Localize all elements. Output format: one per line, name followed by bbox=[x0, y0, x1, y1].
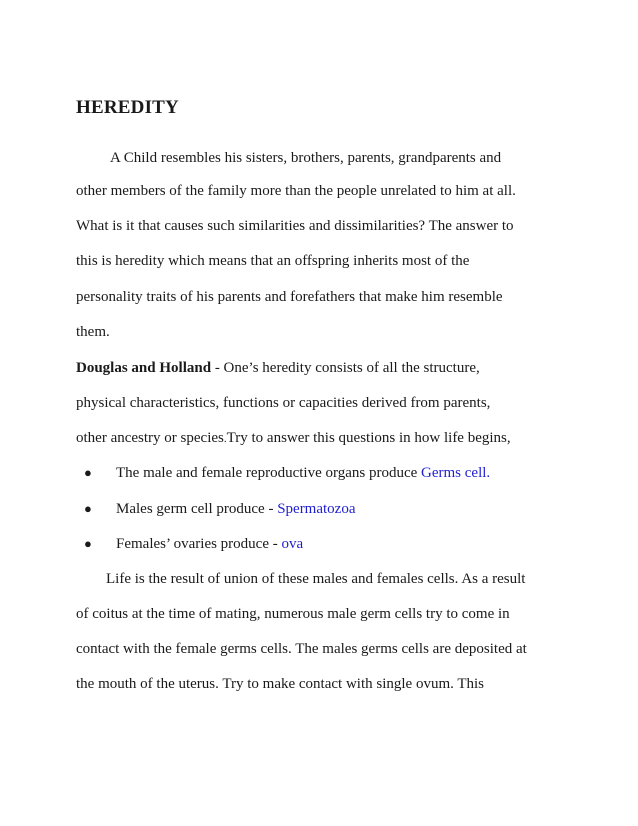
list-item-highlight: ova bbox=[281, 536, 304, 552]
bullet-icon: ● bbox=[84, 536, 92, 551]
paragraph-2-line-2: physical characteristics, functions or capacities derived from parents, bbox=[76, 395, 491, 411]
paragraph-1-line-5: personality traits of his parents and forefathers that make him resemble bbox=[76, 289, 503, 305]
paragraph-3-line-4: the mouth of the uterus. Try to make contact with single ovum. This bbox=[76, 676, 485, 692]
bullet-icon: ● bbox=[84, 501, 92, 516]
paragraph-1-line-2: other members of the family more than the people unrelated to him at all. bbox=[76, 183, 516, 199]
paragraph-2-line-1 bbox=[76, 358, 480, 378]
list-item-highlight: Germs cell. bbox=[421, 465, 491, 481]
list-item-text: The male and female reproductive organs produce bbox=[116, 465, 422, 481]
bullet-icon: ● bbox=[84, 465, 92, 480]
paragraph-2-period: . bbox=[223, 433, 227, 445]
paragraph-3-line-3: contact with the female germs cells. The males germs cells are deposited at bbox=[76, 641, 527, 657]
paragraph-2-text-a: other ancestry or species bbox=[76, 430, 224, 446]
paragraph-1-line-4: this is heredity which means that an offspring inherits most of the bbox=[76, 253, 470, 269]
paragraph-2-line-3 bbox=[76, 428, 511, 449]
document-title: HEREDITY bbox=[76, 97, 179, 118]
definition-text: - One’s heredity consists of all the structure, bbox=[211, 360, 480, 376]
author-name: Douglas and Holland bbox=[76, 360, 212, 376]
paragraph-1-line-3: What is it that causes such similarities and dissimilarities? The answer to bbox=[76, 218, 514, 234]
paragraph-3-line-1: Life is the result of union of these males and females cells. As a result bbox=[106, 571, 526, 587]
paragraph-2-text-b: Try to answer this questions in how life begins, bbox=[226, 430, 511, 446]
paragraph-1-line-6: them. bbox=[76, 324, 110, 340]
list-item bbox=[84, 534, 304, 554]
list-item-highlight: Spermatozoa bbox=[277, 501, 356, 517]
list-item bbox=[84, 463, 491, 483]
list-item-text: Females’ ovaries produce - bbox=[116, 536, 282, 552]
list-item-text: Males germ cell produce - bbox=[116, 501, 278, 517]
paragraph-3-line-2: of coitus at the time of mating, numerous male germ cells try to come in bbox=[76, 606, 510, 622]
list-item bbox=[84, 499, 356, 519]
paragraph-1-line-1: A Child resembles his sisters, brothers, parents, grandparents and bbox=[110, 150, 502, 166]
